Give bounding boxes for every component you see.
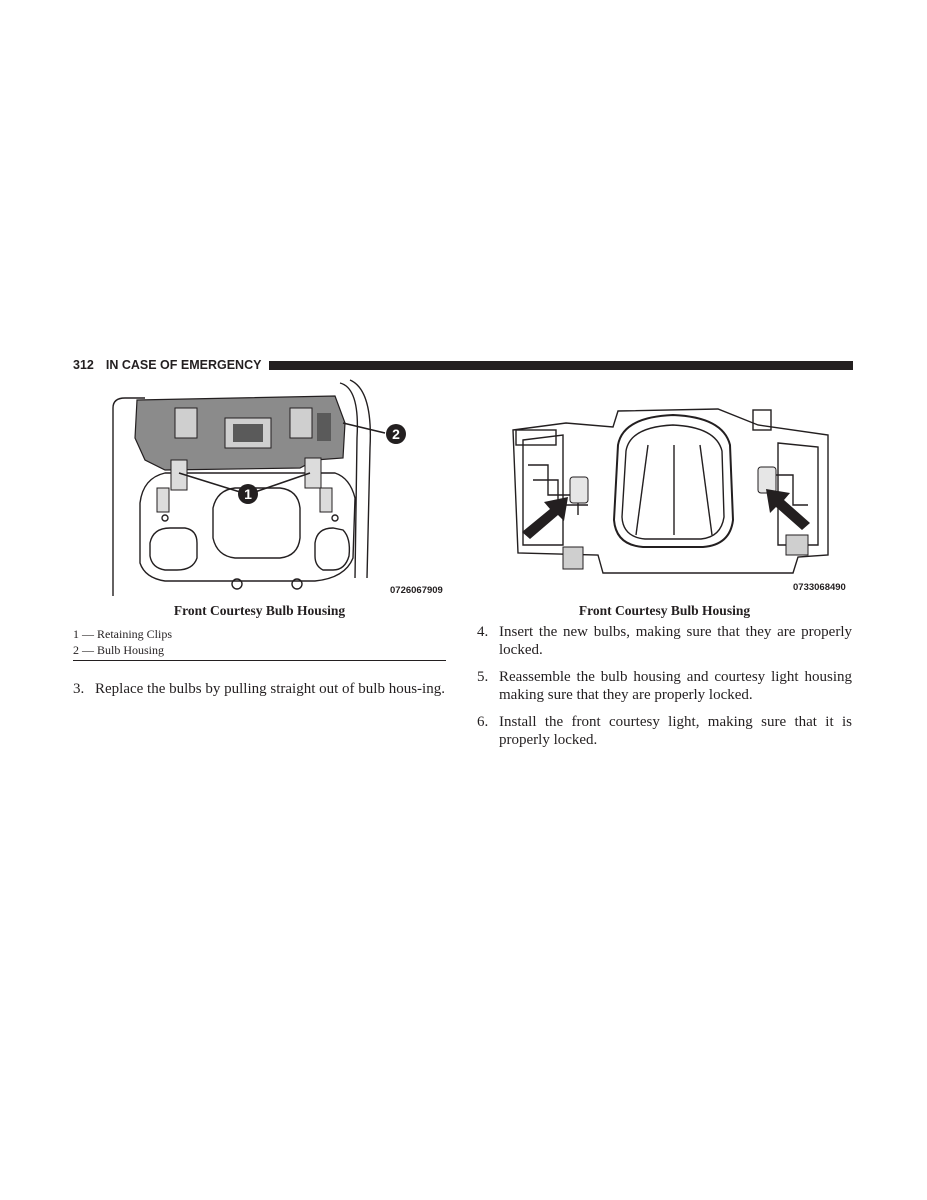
step-4: [477, 623, 852, 659]
callout-1-label: 1: [244, 486, 252, 502]
figure-1-caption: Front Courtesy Bulb Housing: [173, 603, 346, 618]
figure-1-legend: [73, 627, 446, 661]
figure-2-caption: Front Courtesy Bulb Housing: [578, 603, 751, 618]
step-number: 5.: [477, 669, 489, 685]
step-text: Install the front courtesy light, making sure that it is properly locked.: [499, 714, 852, 748]
page-number: 312: [73, 358, 94, 372]
figure-2-illustration: [508, 405, 838, 577]
callout-2-label: 2: [392, 426, 400, 442]
header-rule: [269, 361, 853, 370]
running-header: [73, 358, 853, 372]
step-number: 3.: [73, 681, 85, 697]
figure-2-code: 0733068490: [793, 582, 846, 593]
bulb-right: [758, 467, 776, 493]
figure-1-code: 0726067909: [390, 585, 443, 596]
arrow-right-icon: [766, 489, 810, 530]
figure-1-illustration: [105, 378, 450, 600]
legend-item: 1 — Retaining Clips: [73, 627, 172, 641]
legend-item: 2 — Bulb Housing: [73, 642, 165, 657]
step-5: [477, 668, 852, 704]
step-text: Replace the bulbs by pulling straight out of bulb hous-ing.: [95, 681, 445, 697]
step-text: Reassemble the bulb housing and courtesy light housing making sure that they are properly locked.: [499, 669, 852, 703]
bulb-housing-drawing: [105, 378, 450, 600]
step-6: [477, 713, 852, 749]
bulb-left: [570, 477, 588, 503]
step-number: 6.: [477, 714, 489, 730]
section-title: IN CASE OF EMERGENCY: [105, 358, 262, 372]
step-3: [73, 680, 446, 698]
step-text: Insert the new bulbs, making sure that they are properly locked.: [499, 624, 852, 658]
arrow-left-icon: [522, 497, 568, 539]
courtesy-light-drawing: [508, 405, 838, 577]
step-number: 4.: [477, 624, 489, 640]
